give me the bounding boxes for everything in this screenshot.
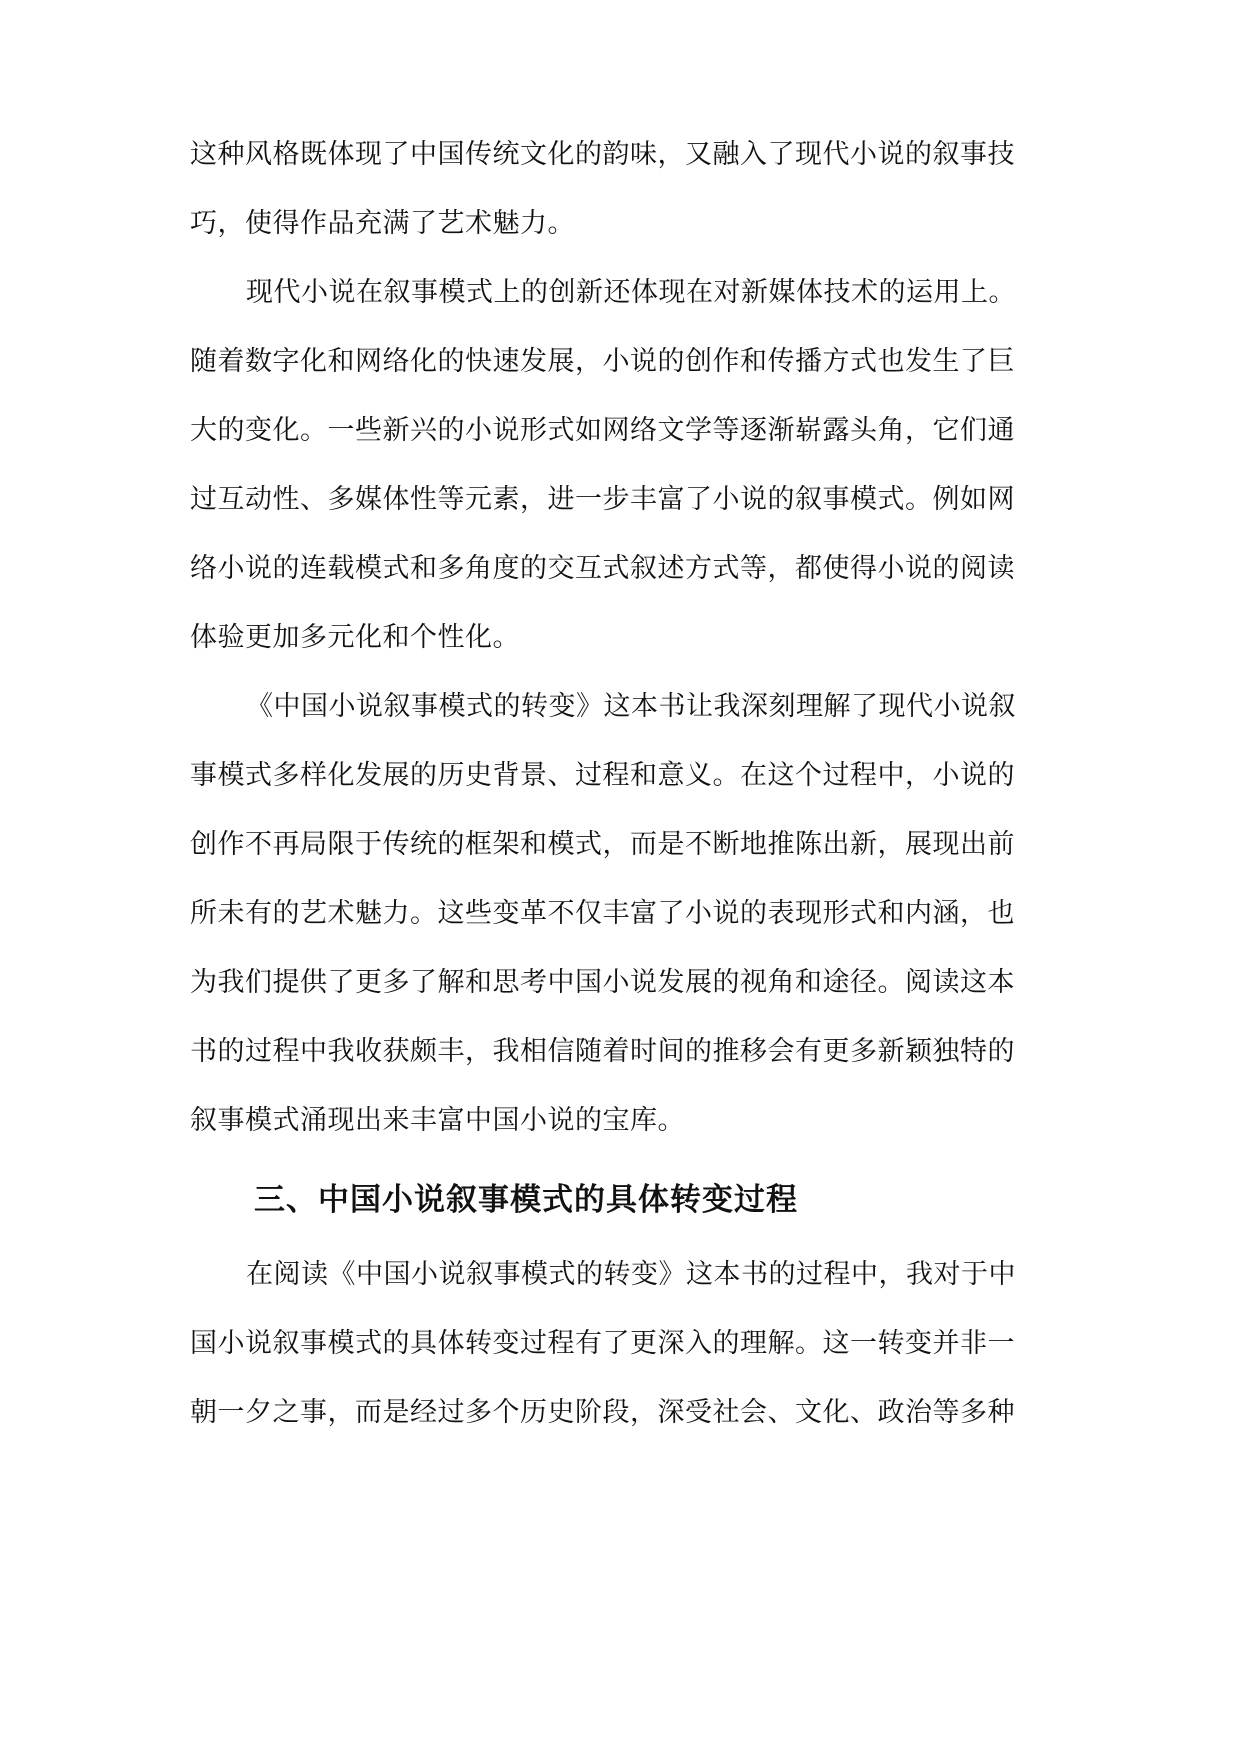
text-line: 所未有的艺术魅力。这些变革不仅丰富了小说的表现形式和内涵，也 — [190, 898, 1015, 929]
text-line: 体验更加多元化和个性化。 — [190, 622, 520, 653]
text-line: 过互动性、多媒体性等元素，进一步丰富了小说的叙事模式。例如网 — [190, 484, 1015, 515]
text-line: 朝一夕之事，而是经过多个历史阶段，深受社会、文化、政治等多种 — [190, 1397, 1015, 1428]
section-heading: 三、中国小说叙事模式的具体转变过程 — [254, 1182, 798, 1218]
text-line: 现代小说在叙事模式上的创新还体现在对新媒体技术的运用上。 — [246, 277, 1016, 308]
text-line: 在阅读《中国小说叙事模式的转变》这本书的过程中，我对于中 — [246, 1259, 1016, 1290]
text-line: 国小说叙事模式的具体转变过程有了更深入的理解。这一转变并非一 — [190, 1328, 1015, 1359]
text-line: 事模式多样化发展的历史背景、过程和意义。在这个过程中，小说的 — [190, 760, 1015, 791]
text-line: 创作不再局限于传统的框架和模式，而是不断地推陈出新，展现出前 — [190, 829, 1015, 860]
text-line: 随着数字化和网络化的快速发展，小说的创作和传播方式也发生了巨 — [190, 346, 1015, 377]
text-line: 书的过程中我收获颇丰，我相信随着时间的推移会有更多新颖独特的 — [190, 1036, 1015, 1067]
text-line: 络小说的连载模式和多角度的交互式叙述方式等，都使得小说的阅读 — [190, 553, 1015, 584]
text-line: 这种风格既体现了中国传统文化的韵味，又融入了现代小说的叙事技 — [190, 139, 1015, 170]
text-line: 大的变化。一些新兴的小说形式如网络文学等逐渐崭露头角，它们通 — [190, 415, 1015, 446]
text-line: 巧，使得作品充满了艺术魅力。 — [190, 208, 575, 239]
text-line: 叙事模式涌现出来丰富中国小说的宝库。 — [190, 1105, 685, 1136]
text-line: 为我们提供了更多了解和思考中国小说发展的视角和途径。阅读这本 — [190, 967, 1015, 998]
text-line: 《中国小说叙事模式的转变》这本书让我深刻理解了现代小说叙 — [246, 691, 1016, 722]
